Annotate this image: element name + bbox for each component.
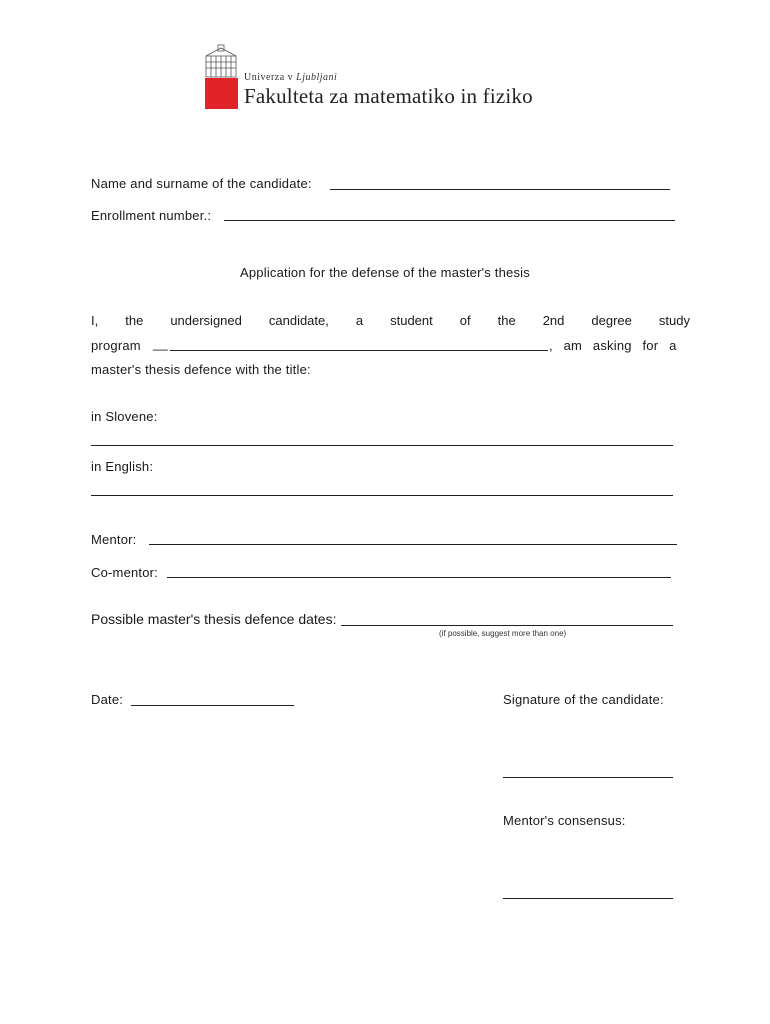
comentor-field[interactable] xyxy=(167,577,671,578)
statement-word: of xyxy=(459,313,471,328)
english-title-label: in English: xyxy=(91,459,154,474)
name-label: Name and surname of the candidate: xyxy=(91,176,312,191)
defence-dates-label: Possible master's thesis defence dates: xyxy=(91,611,337,627)
candidate-signature-label: Signature of the candidate: xyxy=(503,692,664,707)
english-title-field[interactable] xyxy=(91,495,673,496)
defence-dates-field[interactable] xyxy=(341,625,673,626)
logo-red-block xyxy=(205,78,238,109)
date-field[interactable] xyxy=(131,705,294,706)
program-label: program xyxy=(91,338,141,353)
statement-word: undersigned xyxy=(170,313,242,328)
university-name: Univerza v Ljubljani xyxy=(244,72,338,83)
university-building-icon xyxy=(204,44,238,78)
mentor-field[interactable] xyxy=(149,544,677,545)
statement-word: I, xyxy=(91,313,99,328)
defence-dates-hint: (if possible, suggest more than one) xyxy=(439,629,567,638)
program-field[interactable] xyxy=(170,350,548,351)
faculty-name: Fakulteta za matematiko in fiziko xyxy=(244,84,533,108)
statement-word: degree xyxy=(591,313,632,328)
mentor-consensus-field[interactable] xyxy=(503,898,673,899)
candidate-signature-field[interactable] xyxy=(503,777,673,778)
comentor-label: Co-mentor: xyxy=(91,565,159,580)
name-field[interactable] xyxy=(330,189,670,190)
asking-text: , am asking for a xyxy=(549,338,677,353)
statement-line-1 xyxy=(91,313,690,328)
statement-word: a xyxy=(355,313,364,328)
form-title: Application for the defense of the master's thesis xyxy=(240,265,530,280)
statement-word: student xyxy=(390,313,433,328)
statement-word: 2nd xyxy=(542,313,565,328)
enrollment-field[interactable] xyxy=(224,220,675,221)
statement-word: the xyxy=(125,313,144,328)
mentor-consensus-label: Mentor's consensus: xyxy=(503,813,626,828)
statement-line-3: master's thesis defence with the title: xyxy=(91,362,311,377)
enrollment-label: Enrollment number.: xyxy=(91,208,212,223)
date-label: Date: xyxy=(91,692,124,707)
statement-word: candidate, xyxy=(268,313,329,328)
mentor-label: Mentor: xyxy=(91,532,137,547)
program-prefill: __ xyxy=(153,336,168,351)
statement-word: the xyxy=(497,313,516,328)
statement-word: study xyxy=(658,313,690,328)
slovene-title-label: in Slovene: xyxy=(91,409,158,424)
slovene-title-field[interactable] xyxy=(91,445,673,446)
